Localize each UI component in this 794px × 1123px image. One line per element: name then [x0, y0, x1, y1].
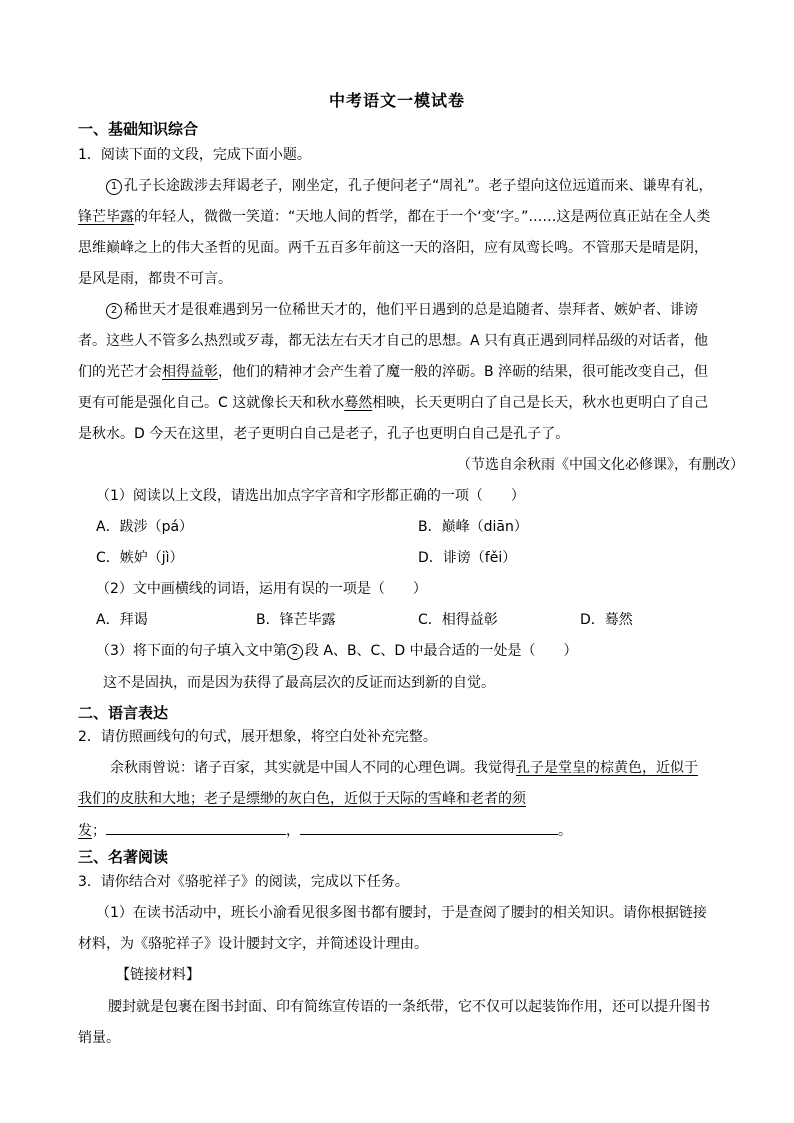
- source-citation: （节选自余秋雨《中国文化必修课》，有删改）: [457, 457, 744, 473]
- subquestion-3: [96, 641, 578, 661]
- option-2d: D．蓦然: [580, 612, 633, 628]
- paragraph-number-ref: 2: [287, 644, 303, 660]
- passage-text: 孔子长途跋涉去拜谒老子，刚坐定，孔子便问老子“周礼”。老子望向这位远道而来、谦卑有礼，: [124, 178, 713, 194]
- paragraph-number-1: 1: [106, 179, 122, 195]
- option-2a: A．拜谒: [96, 612, 148, 628]
- passage1-line4: 是风是雨，都贵不可言。: [78, 271, 232, 287]
- underlined-term: 蓦然: [344, 395, 373, 411]
- q2-line1: [110, 758, 698, 778]
- passage2-line2: 者。这些人不管多么热烈或歹毒，都无法左右天才自己的思想。A 只有真正遇到同样品级的对话者，他: [78, 333, 709, 349]
- q2-prompt: 2．请仿照画线句的句式，展开想象，将空白处补充完整。: [78, 729, 437, 745]
- passage-text: 相映，长天更明白了自己是长天，秋水也更明白了自己: [372, 395, 709, 411]
- q1-prompt: 1．阅读下面的文段，完成下面小题。: [78, 147, 311, 163]
- section3-heading: 三、名著阅读: [78, 848, 169, 866]
- option-1a: A．跋涉（pá）: [96, 519, 194, 535]
- q2-line3: [78, 820, 572, 841]
- passage2-line4: [78, 393, 708, 413]
- q3-sub1-line2: 材料，为《骆驼祥子》设计腰封文字，并简述设计理由。: [78, 936, 428, 952]
- subquestion-3-text-2: 段 A、B、C、D 中最合适的一处是（ ）: [304, 643, 578, 659]
- answer-blank-1[interactable]: [106, 820, 286, 835]
- passage1-line2: [78, 207, 710, 227]
- q2-line2: [78, 789, 526, 809]
- insert-sentence: 这不是固执，而是因为获得了最高层次的反证而达到新的自觉。: [103, 675, 495, 691]
- link-material-line2: 销量。: [78, 1030, 120, 1046]
- answer-blank-2[interactable]: [300, 820, 558, 835]
- link-material-label: 【链接材料】: [116, 967, 200, 983]
- passage-text: 稀世天才是很难遇到另一位稀世天才的，他们平日遇到的总是追随者、崇拜者、嫉妒者、诽谤: [124, 302, 698, 318]
- link-material-line1: 腰封就是包裹在图书封面、印有简练宣传语的一条纸带，它不仅可以起装饰作用，还可以提升图书: [108, 999, 710, 1015]
- q3-prompt: 3．请你结合对《骆驼祥子》的阅读，完成以下任务。: [78, 874, 409, 890]
- underlined-sentence: 发: [78, 823, 92, 839]
- passage-text: 余秋雨曾说：诸子百家，其实就是中国人不同的心理色调。我觉得: [110, 760, 516, 776]
- section2-heading: 二、语言表达: [78, 704, 169, 722]
- passage2-line3: [78, 362, 708, 382]
- underlined-term: 锋芒毕露: [78, 209, 134, 225]
- option-1b: B．巅峰（diān）: [418, 519, 528, 535]
- period: 。: [558, 823, 572, 839]
- option-1d: D．诽谤（fěi）: [418, 550, 517, 566]
- q3-sub1-line1: （1）在读书活动中，班长小渝看见很多图书都有腰封，于是查阅了腰封的相关知识。请你根据链接: [96, 905, 707, 921]
- option-2b: B．锋芒毕露: [256, 612, 336, 628]
- option-1c: C．嫉妒（jì）: [96, 550, 184, 566]
- passage2-line5: 是秋水。D 今天在这里，老子更明白自己是老子，孔子也更明白自己是孔子了。: [78, 426, 570, 442]
- subquestion-1: （1）阅读以上文段，请选出加点字字音和字形都正确的一项（ ）: [96, 488, 525, 504]
- underlined-sentence: 我们的皮肤和大地；老子是缥缈的灰白色，近似于天际的雪峰和老者的须: [78, 791, 526, 807]
- semicolon: ；: [92, 823, 106, 839]
- passage-text: ，他们的精神才会产生着了魔一般的淬砺。B 淬砺的结果，很可能改变自己，但: [218, 364, 709, 380]
- passage-text: 们的光芒才会: [78, 364, 162, 380]
- passage1-line3: 思维巅峰之上的伟大圣哲的见面。两千五百多年前这一天的洛阳，应有凤鸾长鸣。不管那天是晴是阴，: [78, 240, 708, 256]
- passage-text: 的年轻人，微微一笑道：“天地人间的哲学，都在于一个‘变’字。”……这是两位真正站在全人类: [134, 209, 711, 225]
- passage2-line1: [106, 300, 698, 320]
- underlined-sentence: 孔子是堂皇的棕黄色，近似于: [516, 760, 698, 776]
- page-title: 中考语文一模试卷: [328, 91, 465, 110]
- subquestion-3-text: （3）将下面的句子填入文中第: [96, 643, 287, 659]
- comma: ，: [286, 823, 300, 839]
- paragraph-number-2: 2: [106, 303, 122, 319]
- section1-heading: 一、基础知识综合: [78, 120, 199, 138]
- passage-text: 更有可能是强化自己。C 这就像长天和秋水: [78, 395, 345, 411]
- subquestion-2: （2）文中画横线的词语，运用有误的一项是（ ）: [96, 581, 427, 597]
- option-2c: C．相得益彰: [418, 612, 498, 628]
- passage1-line1: [106, 176, 713, 196]
- underlined-term: 相得益彰: [162, 364, 218, 380]
